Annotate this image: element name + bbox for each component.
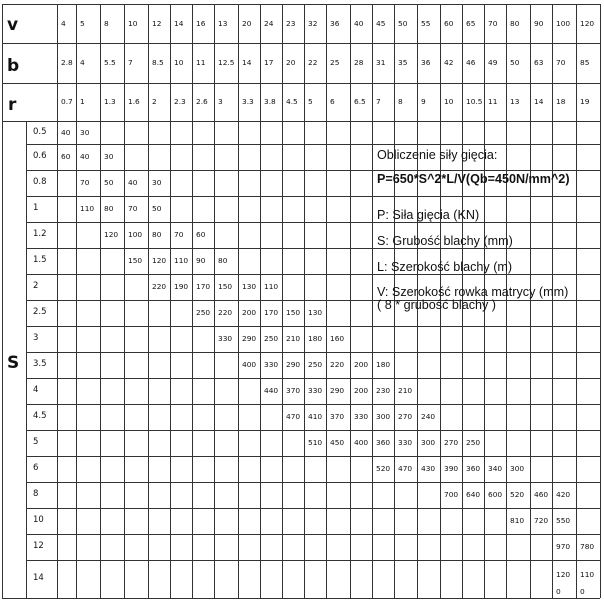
s-value-cell: 5 [33, 437, 39, 447]
force-value-cell: 720 [534, 516, 549, 525]
force-value-cell: 110 [264, 282, 279, 291]
v-header-cell: 40 [354, 19, 364, 28]
v-header-cell: 80 [510, 19, 520, 28]
force-value-cell: 200 [354, 360, 369, 369]
force-value-cell: 110 [80, 204, 95, 213]
force-value-cell: 220 [330, 360, 345, 369]
force-value-cell: 250 [466, 438, 481, 447]
grid-line [57, 4, 58, 598]
grid-line [26, 560, 600, 561]
grid-line [26, 456, 600, 457]
v-header-cell: 50 [398, 19, 408, 28]
force-value-cell: 390 [444, 464, 459, 473]
b-header-cell: 85 [580, 58, 590, 67]
s-value-cell: 10 [33, 515, 44, 525]
grid-line [124, 4, 125, 598]
formula-title: Obliczenie siły gięcia: [377, 148, 498, 162]
force-value-cell: 190 [174, 282, 189, 291]
r-header-cell: 9 [421, 97, 426, 106]
grid-line [214, 4, 215, 598]
force-value-cell: 80 [218, 256, 228, 265]
s-value-cell: 0.8 [33, 177, 47, 187]
grid-line [2, 4, 3, 598]
b-header-cell: 63 [534, 58, 544, 67]
force-value-cell: 90 [196, 256, 206, 265]
force-value-cell: 340 [488, 464, 503, 473]
grid-line [76, 4, 77, 598]
force-value-cell: 210 [398, 386, 413, 395]
force-value-cell: 120 [152, 256, 167, 265]
force-value-cell: 120 0 [556, 570, 571, 596]
b-header-cell: 28 [354, 58, 364, 67]
force-value-cell: 100 [128, 230, 143, 239]
r-header-cell: 2.6 [196, 97, 208, 106]
grid-line [238, 4, 239, 598]
s-value-cell: 3 [33, 333, 39, 343]
force-value-cell: 200 [242, 308, 257, 317]
b-header-cell: 46 [466, 58, 476, 67]
force-value-cell: 290 [242, 334, 257, 343]
force-value-cell: 420 [556, 490, 571, 499]
force-value-cell: 170 [196, 282, 211, 291]
force-value-cell: 200 [354, 386, 369, 395]
grid-line [350, 4, 351, 598]
r-header-cell: 13 [510, 97, 520, 106]
s-value-cell: 1 [33, 203, 39, 213]
formula-equation: P=650*S^2*L/V(Qb=450N/mm^2) [377, 172, 570, 186]
v-header-cell: 8 [104, 19, 109, 28]
r-header-cell: 19 [580, 97, 590, 106]
v-header-cell: 90 [534, 19, 544, 28]
b-header-cell: 11 [196, 58, 206, 67]
v-header-cell: 14 [174, 19, 184, 28]
r-header-cell: 8 [398, 97, 403, 106]
force-value-cell: 110 [174, 256, 189, 265]
force-value-cell: 550 [556, 516, 571, 525]
r-header-cell: 1.3 [104, 97, 116, 106]
force-value-cell: 640 [466, 490, 481, 499]
grid-line [26, 248, 600, 249]
s-value-cell: 14 [33, 573, 44, 583]
v-header-cell: 10 [128, 19, 138, 28]
force-value-cell: 150 [218, 282, 233, 291]
s-value-cell: 0.6 [33, 151, 47, 161]
grid-line [26, 326, 600, 327]
force-value-cell: 270 [444, 438, 459, 447]
force-value-cell: 150 [286, 308, 301, 317]
grid-line [2, 83, 600, 84]
grid-line [304, 4, 305, 598]
s-value-cell: 0.5 [33, 127, 47, 137]
grid-line [148, 4, 149, 598]
grid-line [26, 170, 600, 171]
force-value-cell: 220 [218, 308, 233, 317]
b-header-cell: 42 [444, 58, 454, 67]
grid-line [576, 4, 577, 598]
r-header-cell: 3 [218, 97, 223, 106]
s-value-cell: 3.5 [33, 359, 47, 369]
v-note: ( 8 * grubość blachy ) [377, 298, 496, 312]
v-header-cell: 13 [218, 19, 228, 28]
grid-line [2, 121, 600, 122]
grid-line [372, 4, 373, 598]
s-definition: S: Grubość blachy (mm) [377, 234, 513, 248]
force-value-cell: 330 [354, 412, 369, 421]
force-value-cell: 130 [242, 282, 257, 291]
force-value-cell: 600 [488, 490, 503, 499]
force-value-cell: 180 [376, 360, 391, 369]
force-value-cell: 150 [128, 256, 143, 265]
grid-line [530, 4, 531, 598]
force-value-cell: 300 [421, 438, 436, 447]
force-value-cell: 120 [104, 230, 119, 239]
r-header-label: r [8, 95, 17, 115]
force-value-cell: 970 [556, 542, 571, 551]
force-value-cell: 460 [534, 490, 549, 499]
force-value-cell: 300 [510, 464, 525, 473]
force-value-cell: 30 [80, 128, 90, 137]
force-value-cell: 450 [330, 438, 345, 447]
b-header-cell: 35 [398, 58, 408, 67]
force-value-cell: 250 [308, 360, 323, 369]
force-value-cell: 360 [466, 464, 481, 473]
grid-line [26, 222, 600, 223]
s-axis-label: S [7, 353, 20, 373]
force-value-cell: 780 [580, 542, 595, 551]
v-header-cell: 120 [580, 19, 595, 28]
grid-line [260, 4, 261, 598]
s-value-cell: 2 [33, 281, 39, 291]
b-header-cell: 5.5 [104, 58, 116, 67]
force-value-cell: 330 [218, 334, 233, 343]
r-header-cell: 1.6 [128, 97, 140, 106]
v-header-cell: 24 [264, 19, 274, 28]
force-value-cell: 400 [354, 438, 369, 447]
force-value-cell: 440 [264, 386, 279, 395]
force-value-cell: 330 [398, 438, 413, 447]
r-header-cell: 3.8 [264, 97, 276, 106]
r-header-cell: 7 [376, 97, 381, 106]
grid-line [26, 121, 27, 598]
s-value-cell: 1.5 [33, 255, 47, 265]
v-header-cell: 32 [308, 19, 318, 28]
force-value-cell: 520 [510, 490, 525, 499]
force-value-cell: 700 [444, 490, 459, 499]
r-header-cell: 0.7 [61, 97, 73, 106]
force-value-cell: 70 [128, 204, 138, 213]
force-value-cell: 170 [264, 308, 279, 317]
force-value-cell: 30 [152, 178, 162, 187]
r-header-cell: 10 [444, 97, 454, 106]
force-value-cell: 80 [152, 230, 162, 239]
v-header-cell: 12 [152, 19, 162, 28]
force-value-cell: 40 [80, 152, 90, 161]
b-header-cell: 50 [510, 58, 520, 67]
grid-line [26, 430, 600, 431]
v-definition: V: Szerokość rowka matrycy (mm) [377, 285, 569, 299]
force-value-cell: 370 [286, 386, 301, 395]
r-header-cell: 2.3 [174, 97, 186, 106]
v-header-cell: 60 [444, 19, 454, 28]
r-header-cell: 2 [152, 97, 157, 106]
v-header-cell: 100 [556, 19, 571, 28]
force-value-cell: 410 [308, 412, 323, 421]
force-value-cell: 240 [421, 412, 436, 421]
b-header-cell: 14 [242, 58, 252, 67]
r-header-cell: 14 [534, 97, 544, 106]
r-header-cell: 10.5 [466, 97, 483, 106]
b-header-cell: 49 [488, 58, 498, 67]
force-value-cell: 30 [104, 152, 114, 161]
v-header-cell: 20 [242, 19, 252, 28]
r-header-cell: 6 [330, 97, 335, 106]
grid-line [26, 482, 600, 483]
force-value-cell: 510 [308, 438, 323, 447]
v-header-cell: 16 [196, 19, 206, 28]
v-header-cell: 5 [80, 19, 85, 28]
force-value-cell: 40 [128, 178, 138, 187]
r-header-cell: 4.5 [286, 97, 298, 106]
v-header-cell: 55 [421, 19, 431, 28]
force-value-cell: 290 [286, 360, 301, 369]
grid-line [192, 4, 193, 598]
force-value-cell: 130 [308, 308, 323, 317]
r-header-cell: 5 [308, 97, 313, 106]
force-value-cell: 50 [152, 204, 162, 213]
b-header-label: b [7, 56, 20, 76]
grid-line [552, 4, 553, 598]
force-value-cell: 810 [510, 516, 525, 525]
force-value-cell: 110 0 [580, 570, 595, 596]
grid-line [26, 196, 600, 197]
p-definition: P: Siła gięcia (KN) [377, 208, 480, 222]
force-value-cell: 40 [61, 128, 71, 137]
v-header-cell: 70 [488, 19, 498, 28]
b-header-cell: 4 [80, 58, 85, 67]
b-header-cell: 22 [308, 58, 318, 67]
r-header-cell: 6.5 [354, 97, 366, 106]
force-value-cell: 360 [376, 438, 391, 447]
force-value-cell: 400 [242, 360, 257, 369]
v-header-cell: 4 [61, 19, 66, 28]
grid-line [100, 4, 101, 598]
force-value-cell: 270 [398, 412, 413, 421]
force-value-cell: 180 [308, 334, 323, 343]
force-value-cell: 290 [330, 386, 345, 395]
force-value-cell: 250 [264, 334, 279, 343]
v-header-cell: 23 [286, 19, 296, 28]
grid-line [26, 144, 600, 145]
grid-line [26, 378, 600, 379]
s-value-cell: 1.2 [33, 229, 47, 239]
b-header-cell: 36 [421, 58, 431, 67]
grid-line [26, 274, 600, 275]
force-value-cell: 160 [330, 334, 345, 343]
grid-line [600, 4, 601, 598]
grid-line [506, 4, 507, 598]
force-value-cell: 250 [196, 308, 211, 317]
b-header-cell: 2.8 [61, 58, 73, 67]
grid-line [26, 508, 600, 509]
force-value-cell: 330 [308, 386, 323, 395]
r-header-cell: 1 [80, 97, 85, 106]
grid-line [2, 598, 600, 599]
b-header-cell: 10 [174, 58, 184, 67]
grid-line [26, 352, 600, 353]
s-value-cell: 2.5 [33, 307, 47, 317]
grid-line [2, 43, 600, 44]
force-value-cell: 370 [330, 412, 345, 421]
s-value-cell: 12 [33, 541, 44, 551]
b-header-cell: 7 [128, 58, 133, 67]
grid-line [326, 4, 327, 598]
force-value-cell: 220 [152, 282, 167, 291]
force-value-cell: 230 [376, 386, 391, 395]
b-header-cell: 17 [264, 58, 274, 67]
force-value-cell: 300 [376, 412, 391, 421]
force-value-cell: 430 [421, 464, 436, 473]
l-definition: L: Szerokość blachy (m) [377, 260, 513, 274]
r-header-cell: 3.3 [242, 97, 254, 106]
b-header-cell: 25 [330, 58, 340, 67]
force-value-cell: 50 [104, 178, 114, 187]
force-value-cell: 70 [174, 230, 184, 239]
grid-line [282, 4, 283, 598]
grid-line [26, 300, 600, 301]
force-value-cell: 520 [376, 464, 391, 473]
grid-line [170, 4, 171, 598]
b-header-cell: 31 [376, 58, 386, 67]
force-value-cell: 210 [286, 334, 301, 343]
r-header-cell: 11 [488, 97, 498, 106]
grid-line [26, 404, 600, 405]
r-header-cell: 18 [556, 97, 566, 106]
v-header-label: v [7, 15, 19, 35]
force-value-cell: 470 [286, 412, 301, 421]
b-header-cell: 12.5 [218, 58, 235, 67]
s-value-cell: 6 [33, 463, 39, 473]
b-header-cell: 8.5 [152, 58, 164, 67]
s-value-cell: 4.5 [33, 411, 47, 421]
b-header-cell: 20 [286, 58, 296, 67]
v-header-cell: 36 [330, 19, 340, 28]
force-value-cell: 80 [104, 204, 114, 213]
force-value-cell: 70 [80, 178, 90, 187]
force-value-cell: 470 [398, 464, 413, 473]
force-value-cell: 330 [264, 360, 279, 369]
grid-line [26, 534, 600, 535]
s-value-cell: 8 [33, 489, 39, 499]
v-header-cell: 45 [376, 19, 386, 28]
force-value-cell: 60 [196, 230, 206, 239]
force-value-cell: 60 [61, 152, 71, 161]
s-value-cell: 4 [33, 385, 39, 395]
b-header-cell: 70 [556, 58, 566, 67]
grid-line [2, 4, 600, 5]
v-header-cell: 65 [466, 19, 476, 28]
